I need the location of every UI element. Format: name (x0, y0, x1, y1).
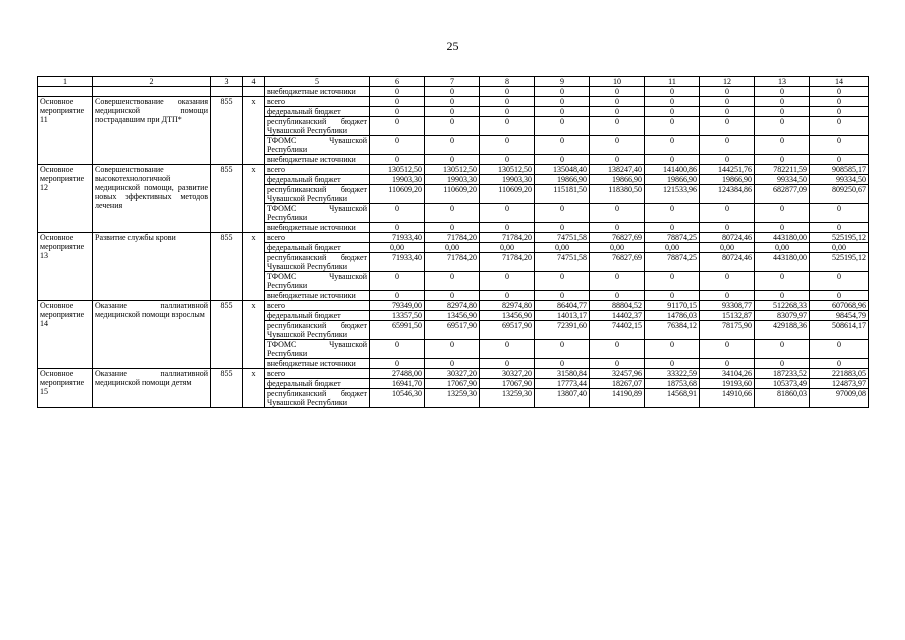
header-cell: 6 (370, 77, 425, 87)
value-cell: 0 (535, 291, 590, 301)
source-cell: внебюджетные источники (265, 155, 370, 165)
value-cell: 17773,44 (535, 379, 590, 389)
value-cell: 18267,07 (590, 379, 645, 389)
value-cell: 0 (590, 155, 645, 165)
value-cell: 0 (810, 136, 869, 155)
header-cell: 9 (535, 77, 590, 87)
value-cell: 72391,60 (535, 321, 590, 340)
value-cell: 78175,90 (700, 321, 755, 340)
value-cell: 74751,58 (535, 253, 590, 272)
value-cell: 0 (590, 272, 645, 291)
value-cell: 0 (370, 155, 425, 165)
source-cell: федеральный бюджет (265, 243, 370, 253)
value-cell: 98454,79 (810, 311, 869, 321)
value-cell: 0 (480, 97, 535, 107)
value-cell: 607068,96 (810, 301, 869, 311)
value-cell: 93308,77 (700, 301, 755, 311)
value-cell: 0 (755, 340, 810, 359)
value-cell: 71784,20 (480, 253, 535, 272)
source-cell: ТФОМС Чувашской Республики (265, 136, 370, 155)
event-cell: Основное мероприятие 11 (38, 97, 93, 165)
value-cell: 0 (370, 359, 425, 369)
value-cell: 0 (645, 272, 700, 291)
mark-cell-empty (243, 87, 265, 97)
value-cell: 80724,46 (700, 253, 755, 272)
source-cell: внебюджетные источники (265, 359, 370, 369)
value-cell: 71784,20 (480, 233, 535, 243)
value-cell: 0 (480, 272, 535, 291)
mark-cell: х (243, 233, 265, 301)
value-cell: 0 (370, 97, 425, 107)
value-cell: 0 (700, 107, 755, 117)
value-cell: 130512,50 (425, 165, 480, 175)
value-cell: 110609,20 (425, 185, 480, 204)
value-cell: 0 (755, 136, 810, 155)
value-cell: 14190,89 (590, 389, 645, 408)
value-cell: 0 (645, 97, 700, 107)
value-cell: 0 (535, 223, 590, 233)
value-cell: 0 (590, 87, 645, 97)
value-cell: 83079,97 (755, 311, 810, 321)
value-cell: 0 (590, 136, 645, 155)
source-cell: всего (265, 369, 370, 379)
value-cell: 0 (425, 155, 480, 165)
source-cell: федеральный бюджет (265, 311, 370, 321)
header-cell: 12 (700, 77, 755, 87)
source-cell: федеральный бюджет (265, 379, 370, 389)
header-cell: 10 (590, 77, 645, 87)
value-cell: 124384,86 (700, 185, 755, 204)
value-cell: 0 (755, 291, 810, 301)
value-cell: 0 (645, 117, 700, 136)
value-cell: 27488,00 (370, 369, 425, 379)
header-cell: 14 (810, 77, 869, 87)
source-cell: республиканский бюджет Чувашской Республики (265, 321, 370, 340)
source-cell: ТФОМС Чувашской Республики (265, 340, 370, 359)
value-cell: 86404,77 (535, 301, 590, 311)
value-cell: 19866,90 (590, 175, 645, 185)
header-cell: 11 (645, 77, 700, 87)
value-cell: 30327,20 (425, 369, 480, 379)
value-cell: 34104,26 (700, 369, 755, 379)
value-cell: 0 (590, 340, 645, 359)
value-cell: 79349,00 (370, 301, 425, 311)
source-cell: республиканский бюджет Чувашской Республики (265, 389, 370, 408)
value-cell: 0 (425, 117, 480, 136)
source-cell: всего (265, 233, 370, 243)
value-cell: 0 (700, 136, 755, 155)
title-cell: Оказание паллиативной медицинской помощи детям (93, 369, 211, 408)
value-cell: 0 (590, 107, 645, 117)
value-cell: 13456,90 (425, 311, 480, 321)
value-cell: 0 (370, 136, 425, 155)
value-cell: 82974,80 (480, 301, 535, 311)
title-cell: Оказание паллиативной медицинской помощи взрослым (93, 301, 211, 369)
value-cell: 782211,59 (755, 165, 810, 175)
value-cell: 141400,86 (645, 165, 700, 175)
header-cell: 8 (480, 77, 535, 87)
value-cell: 0 (425, 136, 480, 155)
mark-cell: х (243, 301, 265, 369)
value-cell: 0 (535, 359, 590, 369)
event-cell-empty (38, 87, 93, 97)
value-cell: 0 (480, 87, 535, 97)
value-cell: 0,00 (535, 243, 590, 253)
value-cell: 0 (645, 359, 700, 369)
value-cell: 74402,15 (590, 321, 645, 340)
value-cell: 0 (535, 155, 590, 165)
value-cell: 0 (700, 155, 755, 165)
value-cell: 80724,46 (700, 233, 755, 243)
value-cell: 0 (645, 155, 700, 165)
value-cell: 0 (425, 272, 480, 291)
value-cell: 0 (535, 107, 590, 117)
value-cell: 32457,96 (590, 369, 645, 379)
value-cell: 908585,17 (810, 165, 869, 175)
value-cell: 0 (590, 359, 645, 369)
value-cell: 81860,03 (755, 389, 810, 408)
value-cell: 0 (810, 291, 869, 301)
value-cell: 30327,20 (480, 369, 535, 379)
value-cell: 0 (755, 359, 810, 369)
value-cell: 121533,96 (645, 185, 700, 204)
value-cell: 0,00 (480, 243, 535, 253)
value-cell: 0 (535, 87, 590, 97)
value-cell: 99334,50 (810, 175, 869, 185)
value-cell: 0 (700, 291, 755, 301)
value-cell: 0 (425, 340, 480, 359)
value-cell: 135048,40 (535, 165, 590, 175)
value-cell: 76827,69 (590, 253, 645, 272)
source-cell: республиканский бюджет Чувашской Республики (265, 253, 370, 272)
value-cell: 13357,50 (370, 311, 425, 321)
value-cell: 0 (590, 97, 645, 107)
header-cell: 1 (38, 77, 93, 87)
value-cell: 187233,52 (755, 369, 810, 379)
value-cell: 0,00 (700, 243, 755, 253)
value-cell: 0 (810, 272, 869, 291)
source-cell: всего (265, 165, 370, 175)
value-cell: 0 (425, 204, 480, 223)
source-cell: всего (265, 301, 370, 311)
value-cell: 16941,70 (370, 379, 425, 389)
value-cell: 13259,30 (425, 389, 480, 408)
value-cell: 115181,50 (535, 185, 590, 204)
header-cell: 13 (755, 77, 810, 87)
code-cell: 855 (211, 369, 243, 408)
table-row (38, 301, 869, 311)
mark-cell: х (243, 97, 265, 165)
header-cell: 4 (243, 77, 265, 87)
value-cell: 19903,30 (480, 175, 535, 185)
value-cell: 91170,15 (645, 301, 700, 311)
value-cell: 0 (370, 340, 425, 359)
value-cell: 0 (645, 136, 700, 155)
code-cell: 855 (211, 97, 243, 165)
value-cell: 118380,50 (590, 185, 645, 204)
value-cell: 512268,33 (755, 301, 810, 311)
source-cell: внебюджетные источники (265, 291, 370, 301)
value-cell: 0 (425, 87, 480, 97)
value-cell: 443180,00 (755, 233, 810, 243)
value-cell: 78874,25 (645, 253, 700, 272)
value-cell: 76827,69 (590, 233, 645, 243)
value-cell: 0 (700, 97, 755, 107)
value-cell: 0 (370, 272, 425, 291)
value-cell: 76384,12 (645, 321, 700, 340)
value-cell: 71933,40 (370, 253, 425, 272)
table-row (38, 165, 869, 175)
value-cell: 0 (755, 155, 810, 165)
value-cell: 69517,90 (425, 321, 480, 340)
value-cell: 0 (480, 117, 535, 136)
source-cell: федеральный бюджет (265, 107, 370, 117)
value-cell: 88804,52 (590, 301, 645, 311)
value-cell: 99334,50 (755, 175, 810, 185)
event-cell: Основное мероприятие 15 (38, 369, 93, 408)
value-cell: 0 (755, 87, 810, 97)
value-cell: 0 (425, 97, 480, 107)
value-cell: 429188,36 (755, 321, 810, 340)
value-cell: 0 (700, 117, 755, 136)
value-cell: 0 (810, 117, 869, 136)
value-cell: 0 (755, 97, 810, 107)
source-cell: республиканский бюджет Чувашской Республики (265, 117, 370, 136)
value-cell: 13259,30 (480, 389, 535, 408)
value-cell: 0 (480, 136, 535, 155)
value-cell: 0 (535, 204, 590, 223)
value-cell: 221883,05 (810, 369, 869, 379)
value-cell: 130512,50 (480, 165, 535, 175)
value-cell: 19866,90 (700, 175, 755, 185)
value-cell: 14013,17 (535, 311, 590, 321)
value-cell: 110609,20 (370, 185, 425, 204)
mark-cell: х (243, 165, 265, 233)
value-cell: 19866,90 (645, 175, 700, 185)
value-cell: 0 (590, 204, 645, 223)
value-cell: 74751,58 (535, 233, 590, 243)
budget-table (37, 76, 869, 408)
value-cell: 0,00 (425, 243, 480, 253)
value-cell: 110609,20 (480, 185, 535, 204)
value-cell: 0 (810, 87, 869, 97)
value-cell: 0 (480, 291, 535, 301)
source-cell: ТФОМС Чувашской Республики (265, 272, 370, 291)
value-cell: 31580,84 (535, 369, 590, 379)
value-cell: 82974,80 (425, 301, 480, 311)
value-cell: 0 (810, 155, 869, 165)
source-cell: всего (265, 97, 370, 107)
value-cell: 0,00 (810, 243, 869, 253)
title-cell: Совершенствование высокотехнологичной медицинской помощи, развитие новых эффективных методов лечения (93, 165, 211, 233)
code-cell: 855 (211, 165, 243, 233)
value-cell: 0 (645, 291, 700, 301)
value-cell: 17067,90 (480, 379, 535, 389)
value-cell: 69517,90 (480, 321, 535, 340)
continuation-row (38, 87, 869, 97)
header-cell: 2 (93, 77, 211, 87)
value-cell: 0 (480, 107, 535, 117)
value-cell: 0 (755, 117, 810, 136)
source-cell: внебюджетные источники (265, 223, 370, 233)
title-cell-empty (93, 87, 211, 97)
table-row (38, 97, 869, 107)
value-cell: 0 (425, 291, 480, 301)
source-cell: ТФОМС Чувашской Республики (265, 204, 370, 223)
value-cell: 0 (700, 223, 755, 233)
value-cell: 17067,90 (425, 379, 480, 389)
value-cell: 0 (810, 97, 869, 107)
value-cell: 0 (480, 204, 535, 223)
value-cell: 19903,30 (425, 175, 480, 185)
value-cell: 682877,09 (755, 185, 810, 204)
value-cell: 65991,50 (370, 321, 425, 340)
value-cell: 0 (535, 97, 590, 107)
value-cell: 525195,12 (810, 253, 869, 272)
value-cell: 0 (645, 223, 700, 233)
value-cell: 14786,03 (645, 311, 700, 321)
value-cell: 0 (535, 136, 590, 155)
source-cell: республиканский бюджет Чувашской Республики (265, 185, 370, 204)
value-cell: 0 (590, 223, 645, 233)
value-cell: 14910,66 (700, 389, 755, 408)
value-cell: 71784,20 (425, 233, 480, 243)
value-cell: 0 (755, 223, 810, 233)
value-cell: 0 (755, 107, 810, 117)
value-cell: 105373,49 (755, 379, 810, 389)
value-cell: 0 (700, 272, 755, 291)
value-cell: 0 (755, 204, 810, 223)
value-cell: 0 (810, 107, 869, 117)
value-cell: 0 (535, 340, 590, 359)
code-cell: 855 (211, 301, 243, 369)
value-cell: 0,00 (755, 243, 810, 253)
value-cell: 0 (700, 340, 755, 359)
value-cell: 124873,97 (810, 379, 869, 389)
value-cell: 809250,67 (810, 185, 869, 204)
page-number: 25 (446, 39, 459, 53)
value-cell: 0 (370, 223, 425, 233)
value-cell: 0 (810, 223, 869, 233)
mark-cell: х (243, 369, 265, 408)
value-cell: 19903,30 (370, 175, 425, 185)
value-cell: 78874,25 (645, 233, 700, 243)
value-cell: 0 (425, 107, 480, 117)
value-cell: 0 (645, 204, 700, 223)
value-cell: 0 (645, 107, 700, 117)
source-cell: внебюджетные источники (265, 87, 370, 97)
value-cell: 0 (535, 117, 590, 136)
table-row (38, 233, 869, 243)
value-cell: 14568,91 (645, 389, 700, 408)
header-cell: 5 (265, 77, 370, 87)
value-cell: 0 (810, 359, 869, 369)
value-cell: 0 (370, 204, 425, 223)
value-cell: 19866,90 (535, 175, 590, 185)
value-cell: 0 (480, 359, 535, 369)
value-cell: 0 (700, 359, 755, 369)
value-cell: 130512,50 (370, 165, 425, 175)
event-cell: Основное мероприятие 12 (38, 165, 93, 233)
header-cell: 7 (425, 77, 480, 87)
code-cell: 855 (211, 233, 243, 301)
value-cell: 0 (480, 223, 535, 233)
value-cell: 0,00 (370, 243, 425, 253)
value-cell: 0 (370, 107, 425, 117)
value-cell: 525195,12 (810, 233, 869, 243)
value-cell: 443180,00 (755, 253, 810, 272)
value-cell: 0 (700, 204, 755, 223)
value-cell: 71784,20 (425, 253, 480, 272)
value-cell: 0 (370, 117, 425, 136)
value-cell: 0 (480, 155, 535, 165)
value-cell: 10546,30 (370, 389, 425, 408)
title-cell: Развитие службы крови (93, 233, 211, 301)
value-cell: 0,00 (590, 243, 645, 253)
header-cell: 3 (211, 77, 243, 87)
value-cell: 138247,40 (590, 165, 645, 175)
value-cell: 71933,40 (370, 233, 425, 243)
value-cell: 0 (590, 117, 645, 136)
value-cell: 0 (590, 291, 645, 301)
value-cell: 0 (645, 87, 700, 97)
value-cell: 33322,59 (645, 369, 700, 379)
value-cell: 0 (700, 87, 755, 97)
value-cell: 0,00 (645, 243, 700, 253)
value-cell: 0 (810, 340, 869, 359)
title-cell: Совершенствование оказания медицинской помощи пострадавшим при ДТП* (93, 97, 211, 165)
value-cell: 19193,60 (700, 379, 755, 389)
event-cell: Основное мероприятие 13 (38, 233, 93, 301)
value-cell: 144251,76 (700, 165, 755, 175)
value-cell: 0 (535, 272, 590, 291)
value-cell: 0 (370, 87, 425, 97)
value-cell: 0 (755, 272, 810, 291)
value-cell: 0 (645, 340, 700, 359)
value-cell: 15132,87 (700, 311, 755, 321)
value-cell: 0 (480, 340, 535, 359)
header-row (38, 77, 869, 87)
value-cell: 14402,37 (590, 311, 645, 321)
value-cell: 0 (425, 223, 480, 233)
value-cell: 0 (370, 291, 425, 301)
value-cell: 13456,90 (480, 311, 535, 321)
value-cell: 97009,08 (810, 389, 869, 408)
value-cell: 18753,68 (645, 379, 700, 389)
value-cell: 0 (810, 204, 869, 223)
source-cell: федеральный бюджет (265, 175, 370, 185)
table-row (38, 369, 869, 379)
value-cell: 508614,17 (810, 321, 869, 340)
value-cell: 13807,40 (535, 389, 590, 408)
code-cell-empty (211, 87, 243, 97)
event-cell: Основное мероприятие 14 (38, 301, 93, 369)
value-cell: 0 (425, 359, 480, 369)
